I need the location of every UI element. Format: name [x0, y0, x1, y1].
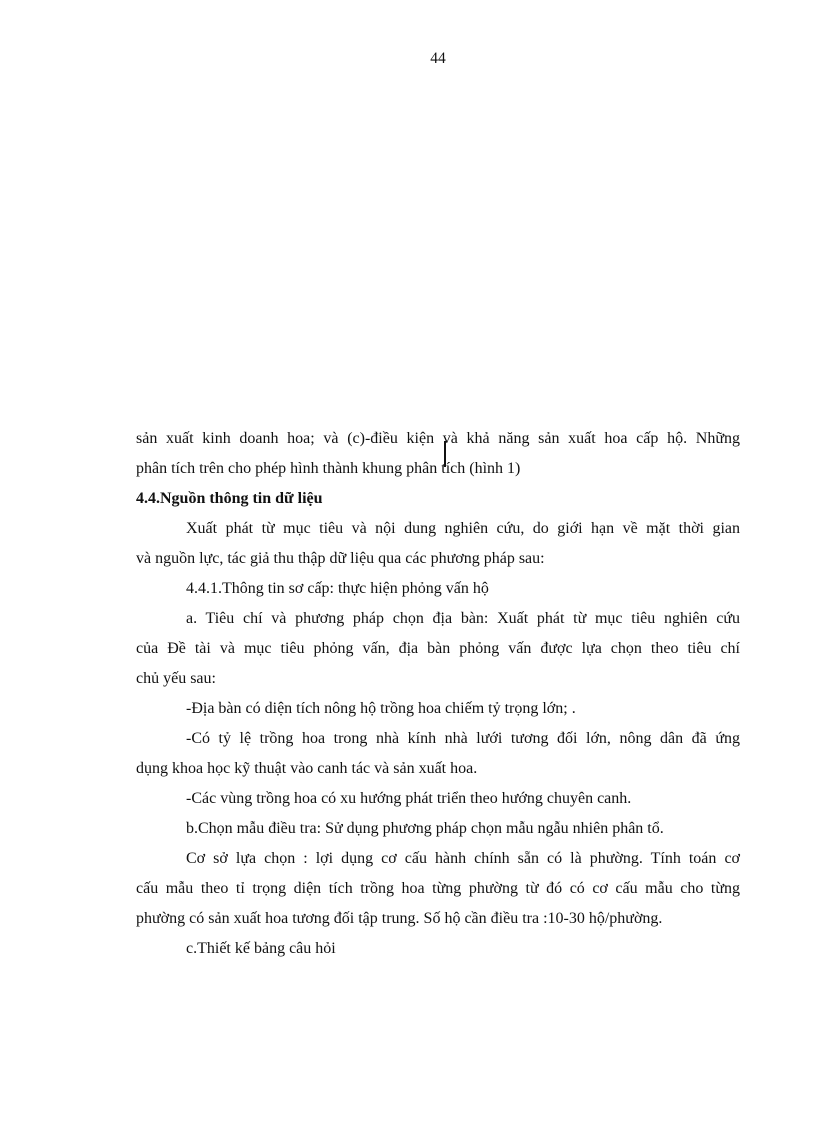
paragraph-line: dụng khoa học kỹ thuật vào canh tác và sản xuất hoa.: [136, 760, 478, 777]
paragraph-line: chủ yếu sau:: [136, 670, 216, 687]
paragraph-line: c.Thiết kế bảng câu hỏi: [186, 940, 336, 957]
list-item: -Các vùng trồng hoa có xu hướng phát triển theo hướng chuyên canh.: [186, 790, 632, 807]
subsection-heading: 4.4.1.Thông tin sơ cấp: thực hiện phỏng vấn hộ: [186, 580, 489, 597]
page-number: 44: [430, 50, 446, 67]
paragraph-line: phân tích trên cho phép hình thành khung phân tích (hình 1): [136, 460, 521, 477]
paragraph-line: sản xuất kinh doanh hoa; và (c)-điều kiện và khả năng sản xuất hoa cấp hộ. Những: [136, 430, 740, 447]
paragraph-line: Xuất phát từ mục tiêu và nội dung nghiên cứu, do giới hạn về mặt thời gian: [186, 520, 740, 537]
list-item: -Có tỷ lệ trồng hoa trong nhà kính nhà lưới tương đối lớn, nông dân đã ứng: [186, 730, 740, 747]
section-heading: 4.4.Nguồn thông tin dữ liệu: [136, 490, 323, 507]
paragraph-line: b.Chọn mẫu điều tra: Sử dụng phương pháp chọn mẫu ngẫu nhiên phân tổ.: [186, 820, 664, 837]
list-item: -Địa bàn có diện tích nông hộ trồng hoa chiếm tỷ trọng lớn; .: [186, 700, 576, 717]
paragraph-line: Cơ sở lựa chọn : lợi dụng cơ cấu hành chính sẵn có là phường. Tính toán cơ: [186, 850, 740, 867]
paragraph-line: a. Tiêu chí và phương pháp chọn địa bàn: Xuất phát từ mục tiêu nghiên cứu: [186, 610, 740, 627]
paragraph-line: phường có sản xuất hoa tương đối tập trung. Số hộ cần điều tra :10-30 hộ/phường.: [136, 910, 663, 927]
paragraph-line: của Đề tài và mục tiêu phỏng vấn, địa bàn phỏng vấn được lựa chọn theo tiêu chí: [136, 640, 740, 657]
document-body: [136, 424, 740, 964]
paragraph-line: cấu mẫu theo tỉ trọng diện tích trồng hoa từng phường từ đó có cơ cấu mẫu cho từng: [136, 880, 740, 897]
paragraph-line: và nguồn lực, tác giả thu thập dữ liệu qua các phương pháp sau:: [136, 550, 545, 567]
